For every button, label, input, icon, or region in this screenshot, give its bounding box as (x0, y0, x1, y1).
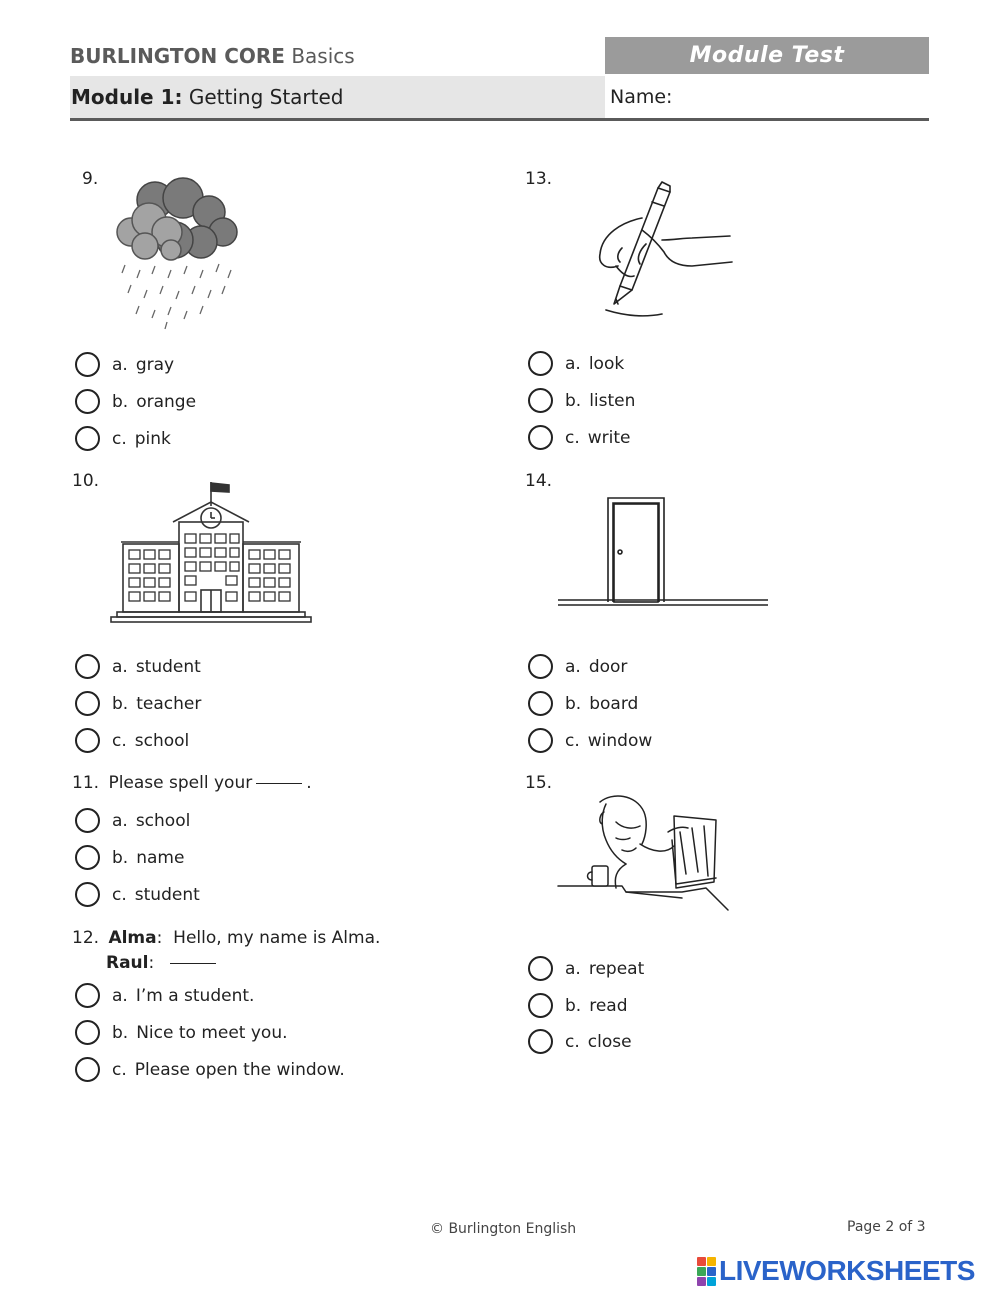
q11-text: Please spell your (108, 773, 253, 793)
radio-button[interactable] (75, 728, 100, 753)
option-text: pink (134, 428, 171, 449)
option-text: name (136, 847, 185, 868)
q11-option-b[interactable] (75, 845, 184, 870)
q9-option-b[interactable] (75, 389, 196, 414)
q11-number: 11. (72, 773, 100, 793)
option-text: listen (589, 390, 636, 411)
q10-option-c[interactable] (75, 728, 189, 753)
radio-button[interactable] (75, 983, 100, 1008)
q14-option-b[interactable] (528, 691, 638, 716)
module-title-bar (70, 76, 605, 118)
radio-button[interactable] (75, 389, 100, 414)
module-label: Module 1: (71, 85, 183, 109)
radio-button[interactable] (75, 352, 100, 377)
option-text: orange (136, 391, 197, 412)
module-test-banner: Module Test (605, 37, 929, 74)
q13-option-b[interactable] (528, 388, 635, 413)
q9-option-a[interactable] (75, 352, 174, 377)
option-letter: a. (565, 353, 581, 374)
option-letter: c. (112, 1059, 127, 1080)
option-letter: b. (112, 847, 129, 868)
option-text: student (134, 884, 200, 905)
q12-option-a[interactable] (75, 983, 254, 1008)
radio-button[interactable] (75, 1020, 100, 1045)
radio-button[interactable] (75, 691, 100, 716)
q10-option-b[interactable] (75, 691, 201, 716)
option-text: school (135, 810, 191, 831)
q12-prompt (72, 928, 380, 948)
option-letter: c. (112, 730, 127, 751)
option-text: read (589, 995, 628, 1016)
option-text: door (588, 656, 628, 677)
option-text: teacher (136, 693, 202, 714)
option-text: gray (135, 354, 175, 375)
q14-number: 14. (525, 471, 553, 491)
q12-line-raul: : (148, 953, 155, 973)
q12-number: 12. (72, 928, 100, 948)
option-letter: a. (112, 354, 128, 375)
q10-option-a[interactable] (75, 654, 201, 679)
radio-button[interactable] (528, 388, 553, 413)
option-text: write (587, 427, 631, 448)
option-letter: a. (112, 810, 128, 831)
option-text: board (589, 693, 639, 714)
option-letter: c. (565, 1031, 580, 1052)
radio-button[interactable] (75, 1057, 100, 1082)
option-text: window (587, 730, 653, 751)
option-text: student (135, 656, 201, 677)
girl-reading-newspaper-icon (556, 792, 736, 916)
radio-button[interactable] (528, 1029, 553, 1054)
radio-button[interactable] (75, 426, 100, 451)
q9-option-c[interactable] (75, 426, 171, 451)
q14-option-c[interactable] (528, 728, 652, 753)
rain-cloud-icon (105, 170, 245, 335)
option-text: repeat (588, 958, 645, 979)
option-letter: c. (112, 884, 127, 905)
brand-core: BURLINGTON CORE (70, 44, 285, 68)
hand-writing-pencil-icon (592, 178, 737, 323)
q13-option-a[interactable] (528, 351, 624, 376)
option-letter: b. (565, 390, 582, 411)
q12-line-alma: : Hello, my name is Alma. (156, 928, 381, 948)
option-letter: c. (565, 427, 580, 448)
option-letter: b. (565, 693, 582, 714)
radio-button[interactable] (528, 956, 553, 981)
q10-number: 10. (72, 471, 100, 491)
q9-number: 9. (82, 169, 99, 189)
q15-option-b[interactable] (528, 993, 628, 1018)
option-letter: c. (112, 428, 127, 449)
q15-option-a[interactable] (528, 956, 644, 981)
page-number: Page 2 of 3 (847, 1219, 926, 1235)
q12-speaker-alma: Alma (108, 928, 157, 948)
q13-number: 13. (525, 169, 553, 189)
option-letter: b. (112, 391, 129, 412)
option-text: I’m a student. (135, 985, 255, 1006)
q12-option-c[interactable] (75, 1057, 345, 1082)
radio-button[interactable] (75, 808, 100, 833)
school-building-icon (105, 478, 317, 628)
q11-prompt (72, 773, 312, 793)
radio-button[interactable] (528, 425, 553, 450)
radio-button[interactable] (75, 882, 100, 907)
logo-blocks-icon (697, 1257, 716, 1286)
name-field[interactable] (605, 76, 929, 118)
option-letter: a. (112, 985, 128, 1006)
radio-button[interactable] (528, 654, 553, 679)
liveworksheets-logo[interactable] (697, 1255, 975, 1287)
q15-number: 15. (525, 773, 553, 793)
option-text: school (134, 730, 190, 751)
brand-basics: Basics (291, 44, 355, 68)
q11-option-a[interactable] (75, 808, 190, 833)
option-letter: b. (565, 995, 582, 1016)
header-divider (70, 118, 929, 121)
q12-reply (106, 953, 220, 973)
option-text: close (587, 1031, 632, 1052)
copyright-notice: © Burlington English (430, 1221, 577, 1237)
radio-button[interactable] (528, 691, 553, 716)
option-text: Nice to meet you. (136, 1022, 288, 1043)
q12-option-b[interactable] (75, 1020, 288, 1045)
radio-button[interactable] (528, 351, 553, 376)
brand-title (70, 44, 355, 68)
name-label: Name: (610, 86, 673, 108)
door-icon (556, 494, 770, 612)
q12-speaker-raul: Raul (106, 953, 149, 973)
option-letter: a. (565, 958, 581, 979)
option-letter: b. (112, 693, 129, 714)
radio-button[interactable] (528, 993, 553, 1018)
q14-option-a[interactable] (528, 654, 627, 679)
answer-blank (170, 963, 216, 964)
option-text: Please open the window. (134, 1059, 345, 1080)
logo-text: LIVEWORKSHEETS (719, 1255, 975, 1286)
option-letter: a. (565, 656, 581, 677)
answer-blank (256, 783, 302, 784)
option-letter: c. (565, 730, 580, 751)
radio-button[interactable] (75, 654, 100, 679)
option-text: look (588, 353, 625, 374)
q11-option-c[interactable] (75, 882, 200, 907)
q15-option-c[interactable] (528, 1029, 632, 1054)
module-title: Getting Started (188, 85, 344, 109)
q13-option-c[interactable] (528, 425, 631, 450)
q11-period: . (306, 773, 312, 793)
radio-button[interactable] (528, 728, 553, 753)
option-letter: b. (112, 1022, 129, 1043)
option-letter: a. (112, 656, 128, 677)
radio-button[interactable] (75, 845, 100, 870)
